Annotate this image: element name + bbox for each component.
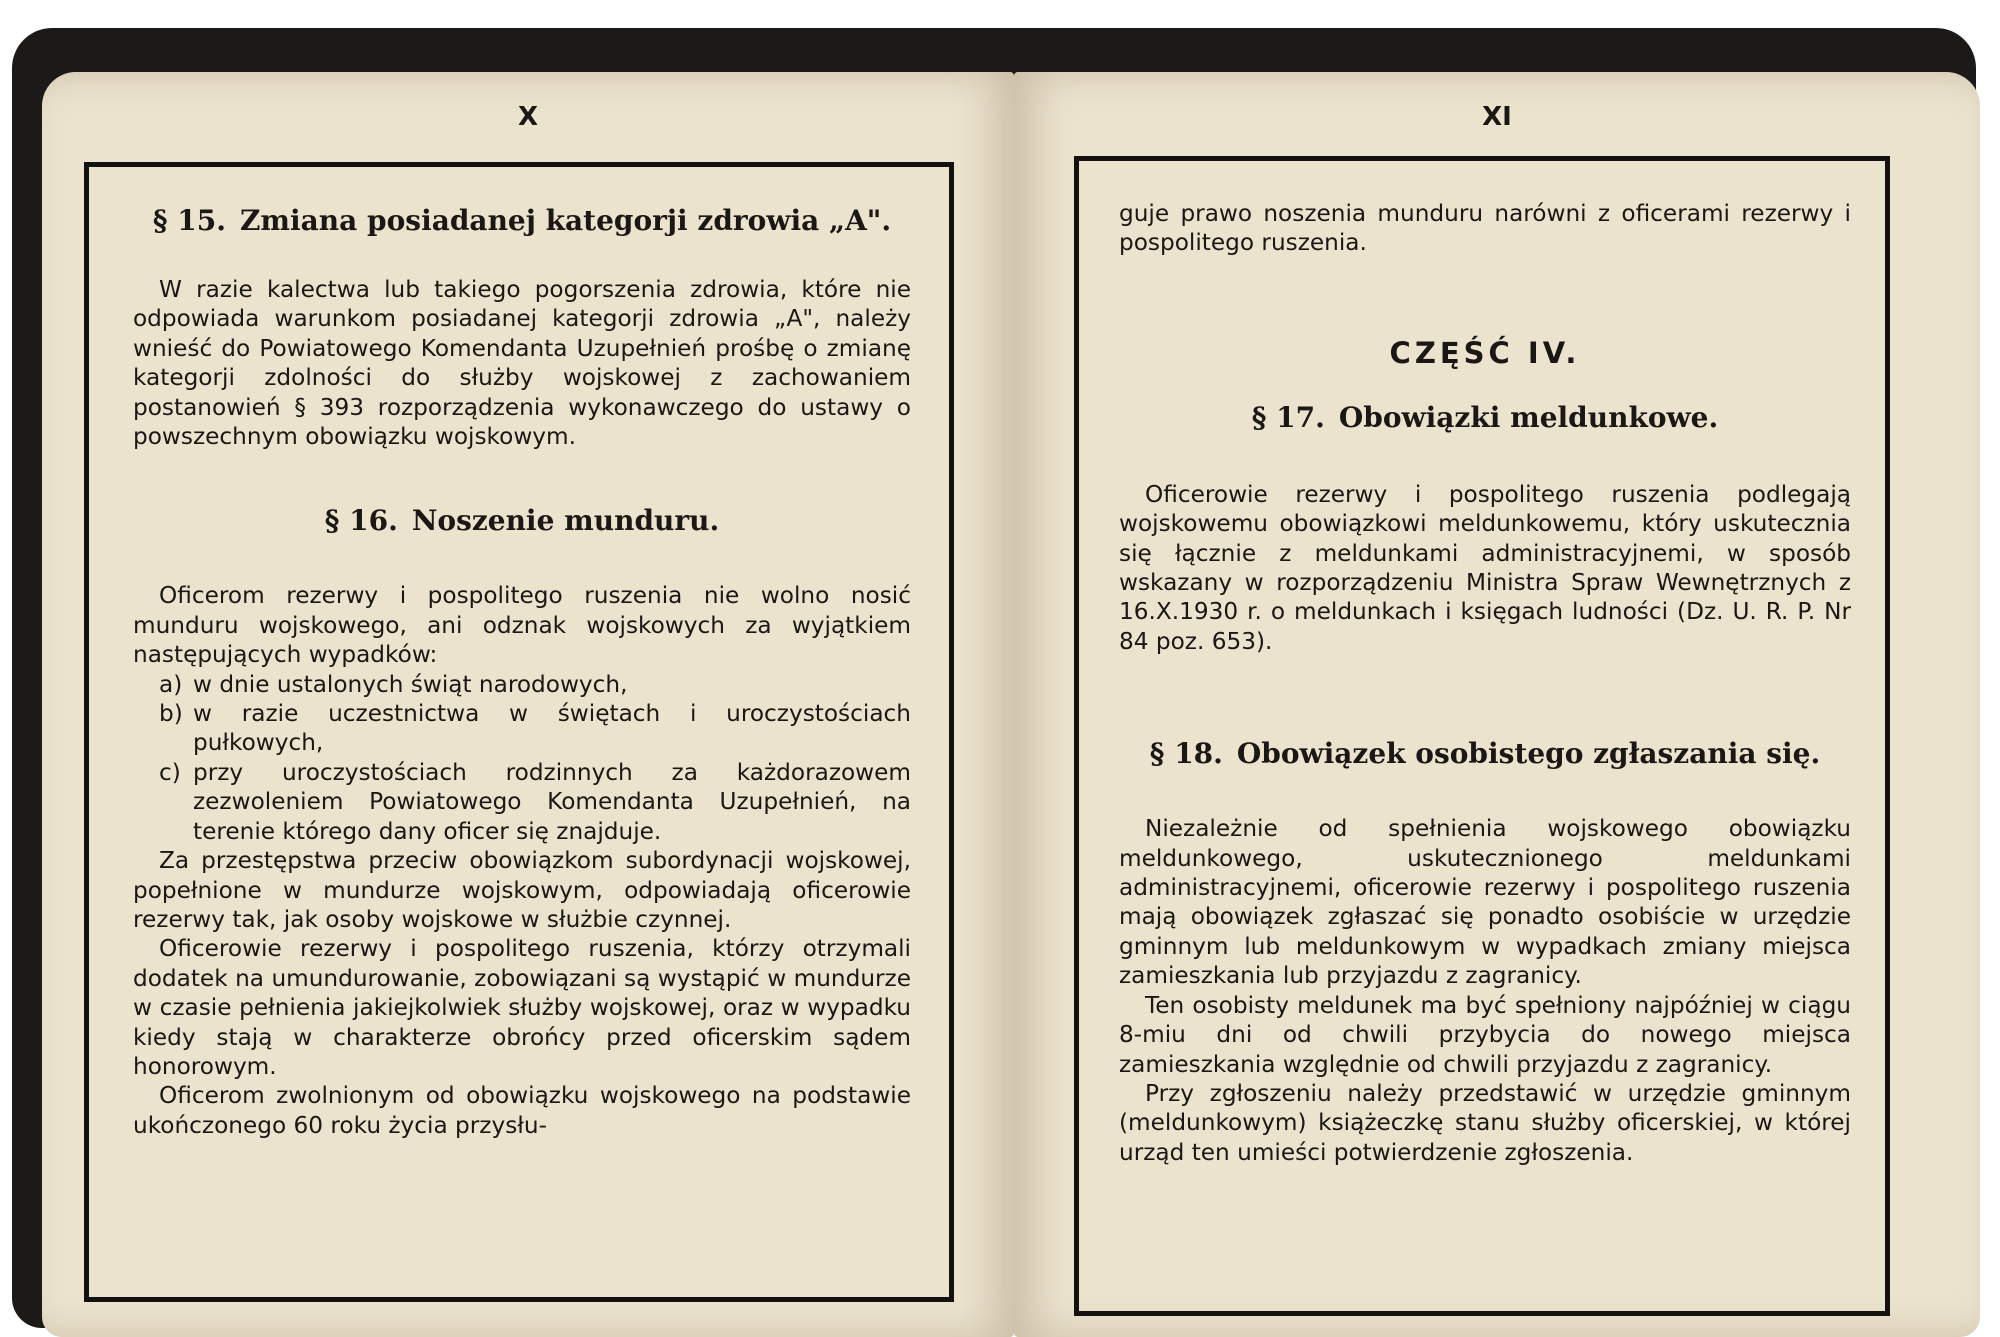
right-page: [1014, 72, 1980, 1337]
list-item-b-mark: b): [159, 700, 183, 728]
section-16-intro: Oficerom rezerwy i pospolitego ruszenia nie wolno nosić munduru wojskowego, ani odznak wojskowych za wyjątkiem następujących wypadków:: [133, 582, 911, 669]
section-18-paragraph-3: Przy zgłoszeniu należy przedstawić w urzędzie gminnym (meldunkowym) książeczkę stanu służby oficerskiej, w której urząd ten umieści potwierdzenie zgłoszenia.: [1119, 1079, 1851, 1166]
section-16-paragraph-3: Oficerowie rezerwy i pospolitego ruszenia, którzy otrzymali dodatek na umundurowanie, zobowiązani są wystąpić w mundurze w czasie pełnienia jakiejkolwiek służby wojskowej, oraz w wypadku kiedy stają w charakterze obrońcy przed oficerskim sądem honorowym.: [133, 935, 911, 1080]
page-number-left: X: [517, 102, 539, 132]
page-number-right: XI: [1482, 102, 1512, 132]
section-16-list: [133, 670, 911, 846]
section-18-number: § 18.: [1149, 737, 1223, 771]
section-17-title: Obowiązki meldunkowe.: [1338, 400, 1719, 434]
section-17-number: § 17.: [1251, 400, 1325, 434]
section-17-heading: [1119, 400, 1851, 436]
section-18-paragraph-1: Niezależnie od spełnienia wojskowego obowiązku meldunkowego, uskutecznionego meldunkami administracyjnemi, oficerowie rezerwy i pospolitego ruszenia mają obowiązek zgłaszać się ponadto osobiście w urzędzie gminnym lub meldunkowym w wypadkach zmiany miejsca zamieszkania lub przyjazdu z zagranicy.: [1119, 815, 1851, 990]
section-16-number: § 16.: [324, 504, 398, 538]
list-item-a-text: w dnie ustalonych świąt narodowych,: [193, 670, 628, 698]
left-page-frame: [84, 162, 954, 1302]
list-item-c-mark: c): [159, 758, 181, 786]
list-item-a: [133, 670, 911, 699]
section-15-title: Zmiana posiadanej kategorji zdrowia „A".: [239, 204, 892, 237]
list-item-c: [133, 758, 911, 846]
section-16-heading: [133, 503, 911, 539]
section-18-heading: [1119, 736, 1851, 772]
section-15-paragraph: W razie kalectwa lub takiego pogorszenia zdrowia, które nie odpowiada warunkom posiadanej kategorji zdrowia „A", należy wnieść do Powiatowego Komendanta Uzupełnień prośbę o zmianę kategorji zdolności do służby wojskowej z zachowaniem postanowień § 393 rozporządzenia wykonawczego do ustawy o powszechnym obowiązku wojskowym.: [133, 276, 911, 451]
list-item-a-mark: a): [159, 670, 183, 698]
section-15-heading: [133, 203, 911, 239]
section-16-paragraph-2: Za przestępstwa przeciw obowiązkom subordynacji wojskowej, popełnione w mundurze wojskowym, odpowiadają oficerowie rezerwy tak, jak osoby wojskowe w służbie czynnej.: [133, 847, 911, 933]
right-page-frame: [1074, 156, 1890, 1316]
section-16-title: Noszenie munduru.: [411, 504, 720, 538]
continuation-text: guje prawo noszenia munduru narówni z oficerami rezerwy i pospolitego ruszenia.: [1119, 200, 1851, 257]
section-18-title: Obowiązek osobistego zgłaszania się.: [1236, 737, 1821, 771]
part-heading: CZĘŚĆ IV.: [1389, 335, 1581, 370]
section-17-paragraph: Oficerowie rezerwy i pospolitego ruszenia podlegają wojskowemu obowiązkowi meldunkowemu, który uskutecznia się łącznie z meldunkami administracyjnemi, w sposób wskazany w rozporządzeniu Ministra Spraw Wewnętrznych z 16.X.1930 r. o meldunkach i księgach ludności (Dz. U. R. P. Nr 84 poz. 653).: [1119, 480, 1851, 655]
section-16-paragraph-4: Oficerom zwolnionym od obowiązku wojskowego na podstawie ukończonego 60 roku życia przysłu-: [133, 1082, 911, 1139]
left-page: [42, 72, 1014, 1337]
section-18-paragraph-2: Ten osobisty meldunek ma być spełniony najpóźniej w ciągu 8-miu dni od chwili przybycia do nowego miejsca zamieszkania względnie od chwili przyjazdu z zagranicy.: [1119, 991, 1851, 1078]
booklet: [12, 28, 1976, 1328]
section-15-number: § 15.: [152, 204, 226, 237]
list-item-c-text: przy uroczystościach rodzinnych za każdorazowem zezwoleniem Powiatowego Komendanta Uzupełnień, na terenie którego dany oficer się znajduje.: [193, 758, 911, 845]
list-item-b: [133, 699, 911, 758]
list-item-b-text: w razie uczestnictwa w świętach i uroczystościach pułkowych,: [193, 700, 911, 757]
